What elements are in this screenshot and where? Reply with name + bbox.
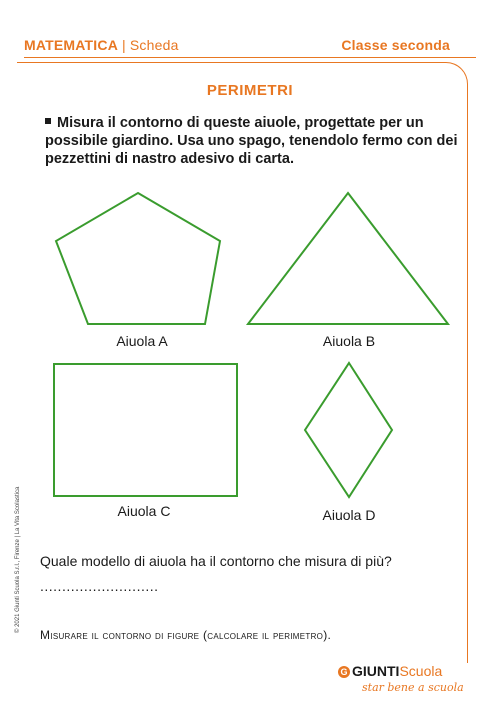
rectangle-shape (54, 364, 237, 496)
label-aiuola-c: Aiuola C (117, 503, 171, 519)
giunti-logo (338, 663, 442, 679)
page-title: PERIMETRI (206, 82, 294, 99)
brand-slogan: star bene a scuola (362, 681, 464, 694)
logo-g-icon: G (338, 666, 350, 678)
label-aiuola-b: Aiuola B (322, 333, 376, 349)
copyright-notice: © 2021 Giunti Scuola S.r.l., Firenze | La Vita Scolastica (15, 486, 21, 633)
header-separator: | (122, 37, 126, 53)
pentagon-shape (56, 193, 220, 324)
answer-line[interactable]: ........................... (40, 578, 159, 594)
brand-giunti: GIUNTI (352, 663, 400, 679)
rhombus-shape (305, 363, 392, 497)
question-text: Quale modello di aiuola ha il contorno che misura di più? (40, 553, 392, 569)
brand-scuola: Scuola (399, 663, 443, 679)
learning-objective: Misurare il contorno di figure (calcolare il perimetro). (40, 628, 332, 642)
header-grade: Classe seconda (341, 37, 450, 53)
triangle-shape (248, 193, 448, 324)
label-aiuola-d: Aiuola D (322, 507, 376, 523)
label-aiuola-a: Aiuola A (116, 333, 168, 349)
header-type: Scheda (129, 37, 179, 53)
instruction-text: Misura il contorno di queste aiuole, progettate per un possibile giardino. Usa uno spago, tenendolo fermo con dei pezzettini di nastro adesivo di carta. (45, 115, 458, 167)
header-subject: MATEMATICA (24, 37, 119, 53)
